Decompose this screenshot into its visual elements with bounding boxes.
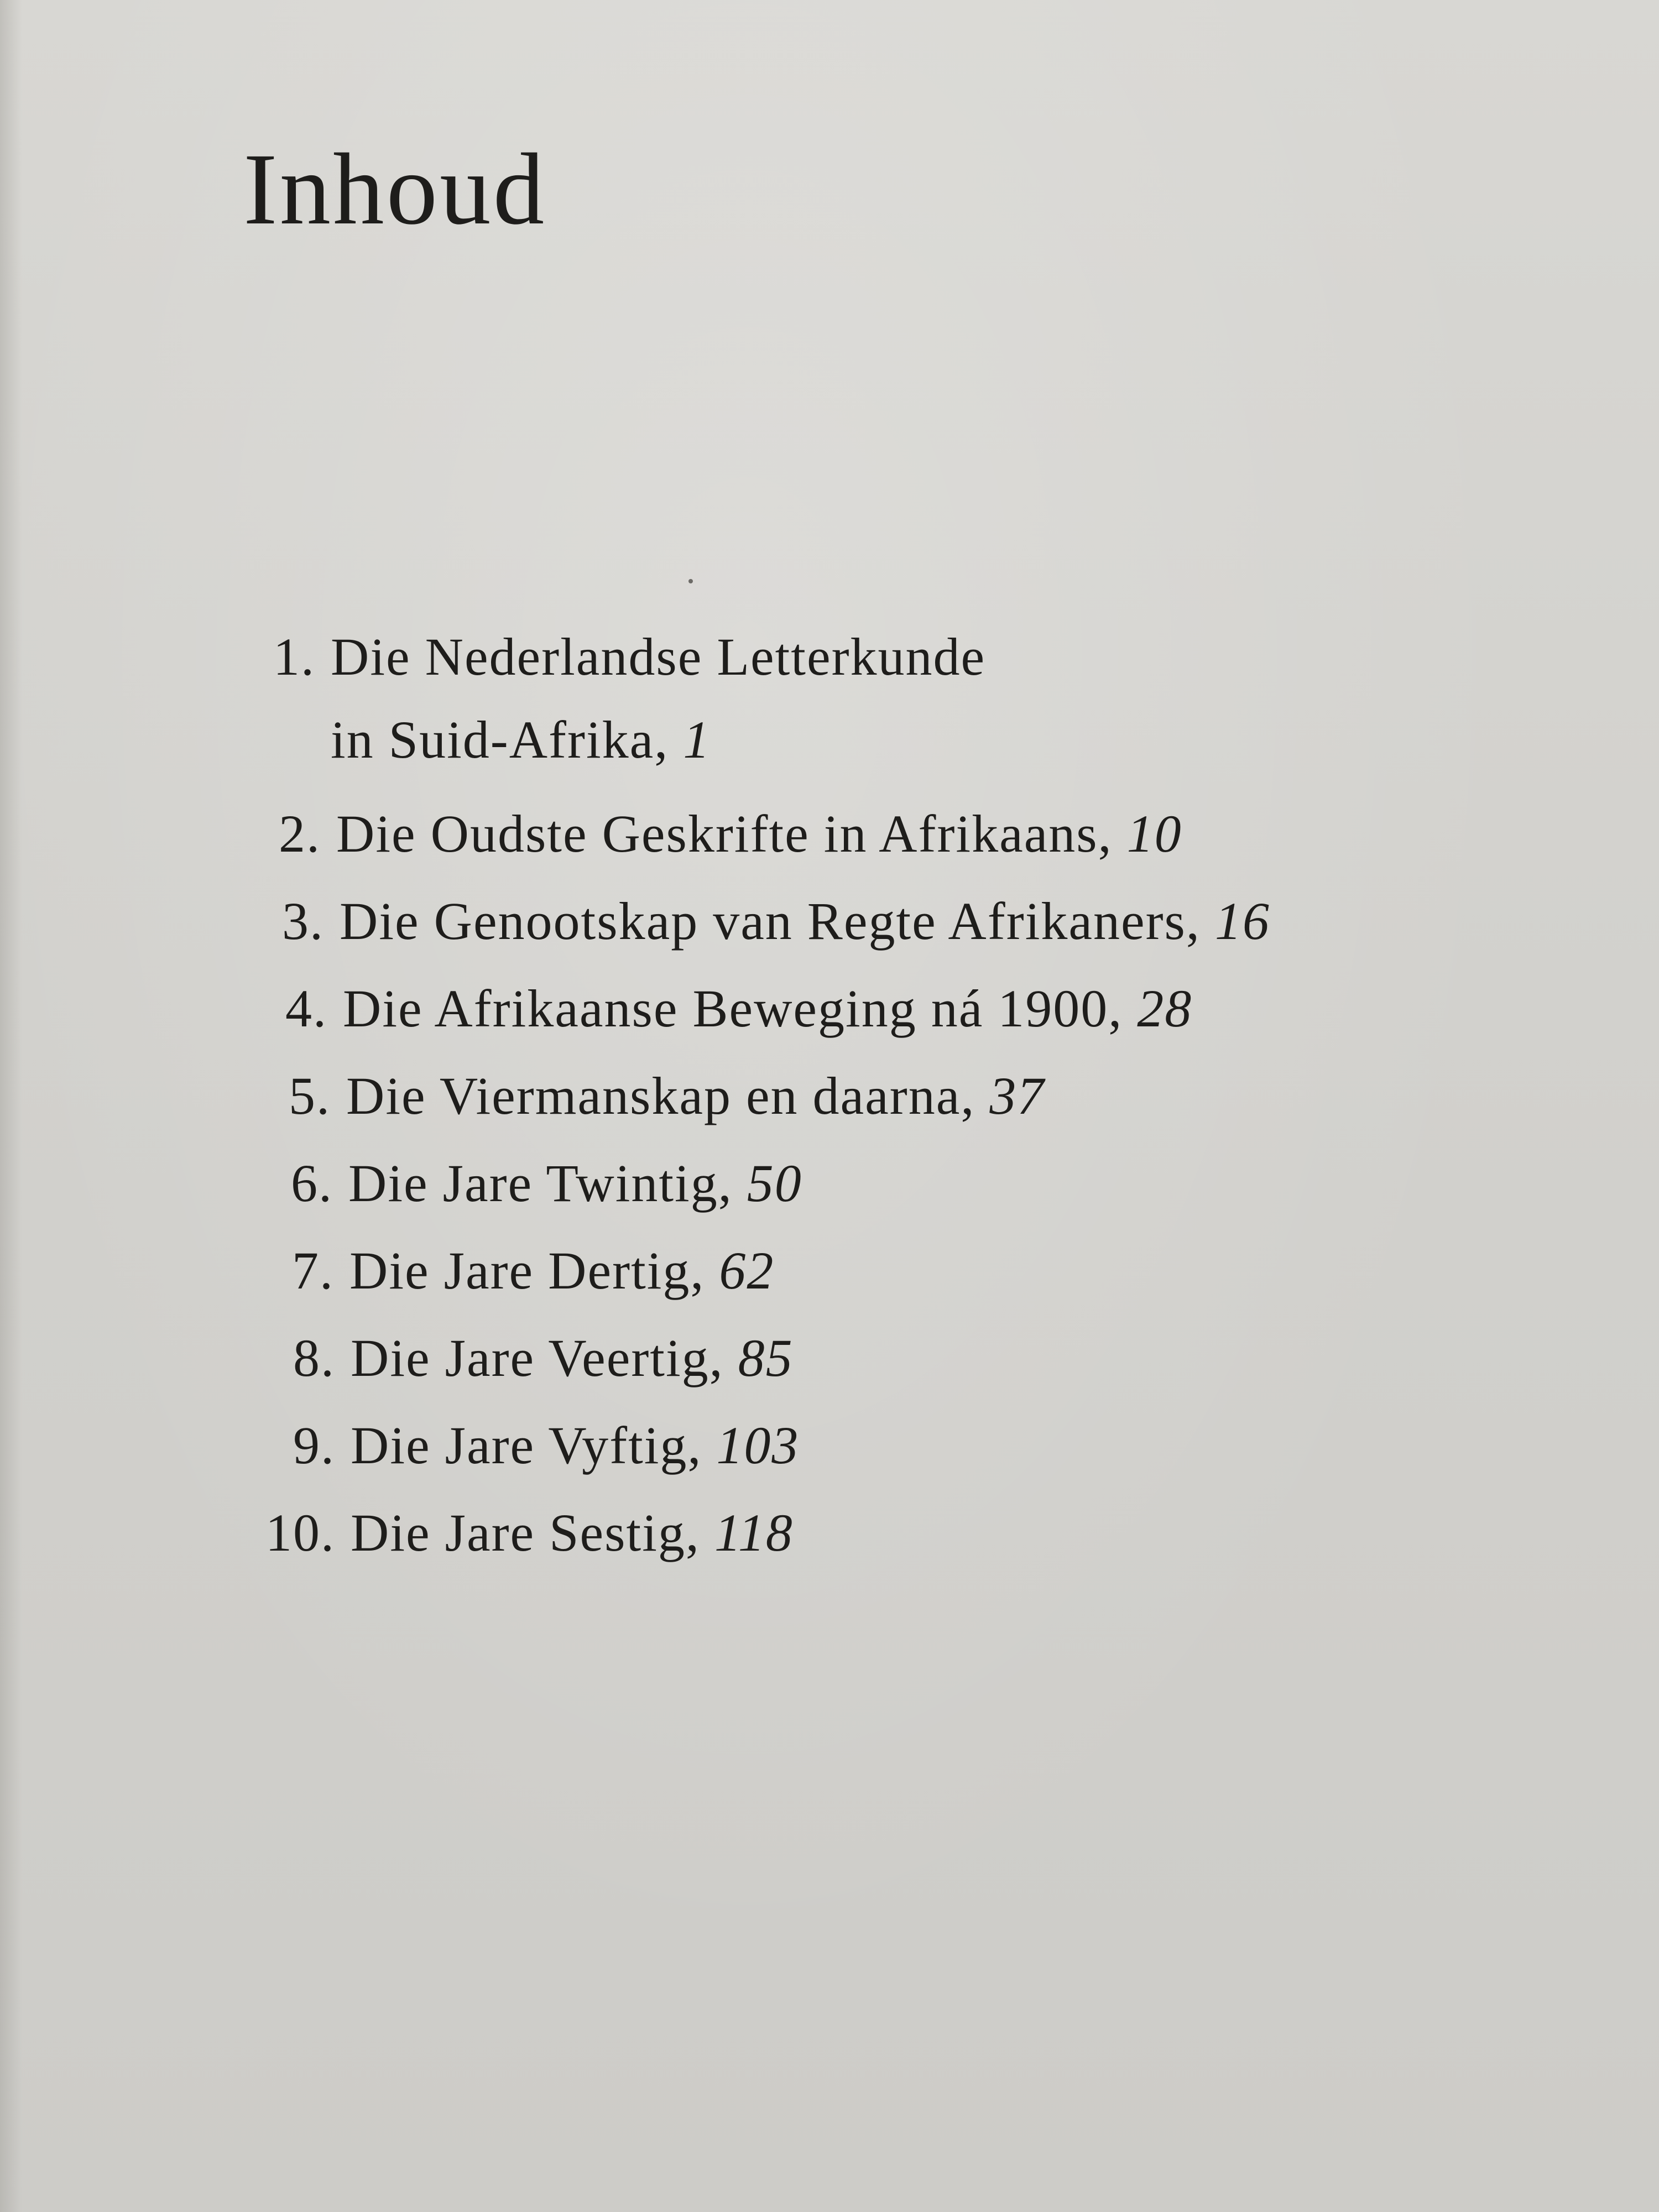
toc-entry-4 — [244, 979, 1193, 1038]
toc-entry-6 — [250, 1154, 802, 1213]
toc-entry-number: 10. — [265, 1503, 335, 1562]
toc-entry-number: 5. — [289, 1066, 331, 1125]
toc-entry-number: 6. — [291, 1154, 333, 1213]
toc-entry-page: 118 — [714, 1503, 794, 1562]
toc-entry-title: Die Afrikaanse Beweging ná 1900, — [343, 979, 1123, 1038]
toc-entry-title: Die Jare Sestig, — [351, 1503, 700, 1562]
toc-entry-number: 9. — [293, 1416, 335, 1475]
toc-entry-page: 1 — [683, 710, 711, 769]
toc-entry-title: Die Viermanskap en daarna, — [346, 1066, 975, 1125]
toc-entry-number: 2. — [279, 804, 321, 863]
toc-entry-title: Die Jare Veertig, — [351, 1328, 724, 1387]
toc-entry-page: 85 — [738, 1328, 794, 1387]
toc-entry-8 — [252, 1328, 794, 1387]
toc-entry-title: Die Genootskap van Regte Afrikaners, — [340, 891, 1201, 951]
toc-entry-9 — [252, 1416, 800, 1475]
toc-entry-1 — [232, 627, 986, 769]
toc-entry-number: 7. — [292, 1241, 334, 1300]
toc-entry-title: Die Jare Vyftig, — [351, 1416, 702, 1475]
toc-entry-number: 3. — [282, 891, 324, 951]
toc-entry-page: 37 — [989, 1066, 1045, 1125]
toc-entry-page: 16 — [1214, 891, 1270, 951]
toc-entry-7 — [251, 1241, 775, 1300]
toc-entry-title: Die Jare Dertig, — [349, 1241, 705, 1300]
toc-entry-title: Die Oudste Geskrifte in Afrikaans, — [336, 804, 1113, 863]
toc-entry-page: 50 — [747, 1154, 802, 1213]
toc-entry-title: Die Jare Twintig, — [348, 1154, 733, 1213]
toc-entry-number: 1. — [273, 627, 315, 686]
toc-entry-number: 8. — [293, 1328, 335, 1387]
toc-entry-title: in Suid-Afrika, — [331, 710, 669, 769]
toc-entry-2 — [238, 804, 1182, 863]
page-title: Inhoud — [243, 133, 547, 246]
toc-entry-line — [232, 627, 986, 686]
toc-entry-page: 62 — [719, 1241, 775, 1300]
toc-entry-page: 103 — [716, 1416, 800, 1475]
toc-entry-page: 10 — [1126, 804, 1182, 863]
toc-entry-10 — [252, 1503, 794, 1562]
toc-entry-number: 4. — [285, 979, 327, 1038]
toc-entry-line — [232, 710, 985, 769]
toc-entry-5 — [248, 1066, 1045, 1125]
toc-entry-page: 28 — [1137, 979, 1193, 1038]
toc-entry-title: Die Nederlandse Letterkunde — [331, 627, 986, 686]
toc-entry-3 — [241, 891, 1270, 951]
